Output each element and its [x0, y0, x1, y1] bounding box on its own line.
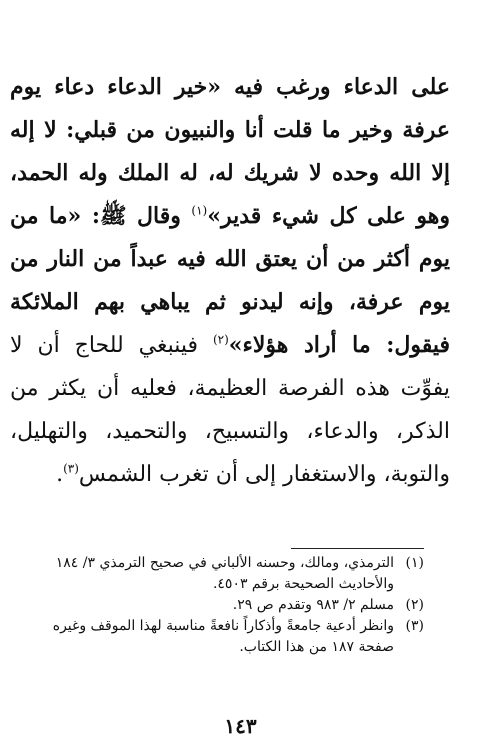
footnote-2 — [44, 595, 424, 616]
footnote-text: مسلم ٢/ ٩٨٣ وتقدم ص ٢٩. — [232, 597, 394, 613]
body-line: عرفة وخير ما قلت أنا والنبيون من قبلي: لا إله — [10, 117, 450, 143]
footnote-ref: (١) — [191, 203, 208, 218]
hadith-quote: وهو على كل شيء قدير» — [207, 203, 450, 229]
footnote-ref: (٢) — [212, 332, 229, 347]
page-number: ١٤٣ — [224, 714, 257, 738]
footnote-number: (١) — [405, 555, 424, 571]
body-text-main: والتوبة، والاستغفار إلى أن تغرب الشمس — [78, 462, 450, 487]
body-line — [10, 195, 450, 238]
footnote-number: (٢) — [405, 597, 424, 613]
footnote-divider — [291, 548, 424, 549]
body-line: يفوِّت هذه الفرصة العظيمة، فعليه أن يكثر من — [10, 376, 450, 401]
body-line: يوم أكثر من أن يعتق الله فيه عبداً من النار من — [10, 246, 450, 272]
body-line: إلا الله وحده لا شريك له، له الملك وله الحمد، — [10, 160, 450, 186]
footnote-number: (٣) — [405, 618, 424, 634]
body-line: يوم عرفة، وإنه ليدنو ثم يباهي بهم الملائكة — [10, 289, 450, 315]
footnote-continuation: والأحاديث الصحيحة برقم ٤٥٠٣. — [212, 576, 394, 592]
body-text — [10, 66, 450, 496]
body-line: الذكر، والدعاء، والتسبيح، والتحميد، والتهليل، — [10, 419, 450, 444]
footnote-1 — [44, 553, 424, 595]
footnote-text: وانظر أدعية جامعةً وأذكاراً نافعةً مناسبة لهذا الموقف وغيره — [52, 618, 394, 634]
footnotes — [44, 553, 424, 658]
hadith-quote: فيقول: ما أراد هؤلاء» — [228, 332, 450, 358]
footnote-continuation: صفحة ١٨٧ من هذا الكتاب. — [239, 639, 394, 655]
body-line: على الدعاء ورغب فيه «خير الدعاء دعاء يوم — [10, 74, 450, 100]
body-line — [10, 453, 450, 496]
body-text-rest: وقال ﷺ: «ما من — [10, 203, 192, 229]
body-text-rest: فينبغي للحاج أن لا — [10, 333, 213, 358]
body-line — [10, 324, 450, 367]
footnote-text: الترمذي، ومالك، وحسنه الألباني في صحيح الترمذي ٣/ ١٨٤ — [55, 555, 394, 571]
footnote-3 — [44, 616, 424, 658]
body-text-rest: . — [56, 462, 64, 487]
footnote-ref: (٣) — [63, 461, 79, 476]
